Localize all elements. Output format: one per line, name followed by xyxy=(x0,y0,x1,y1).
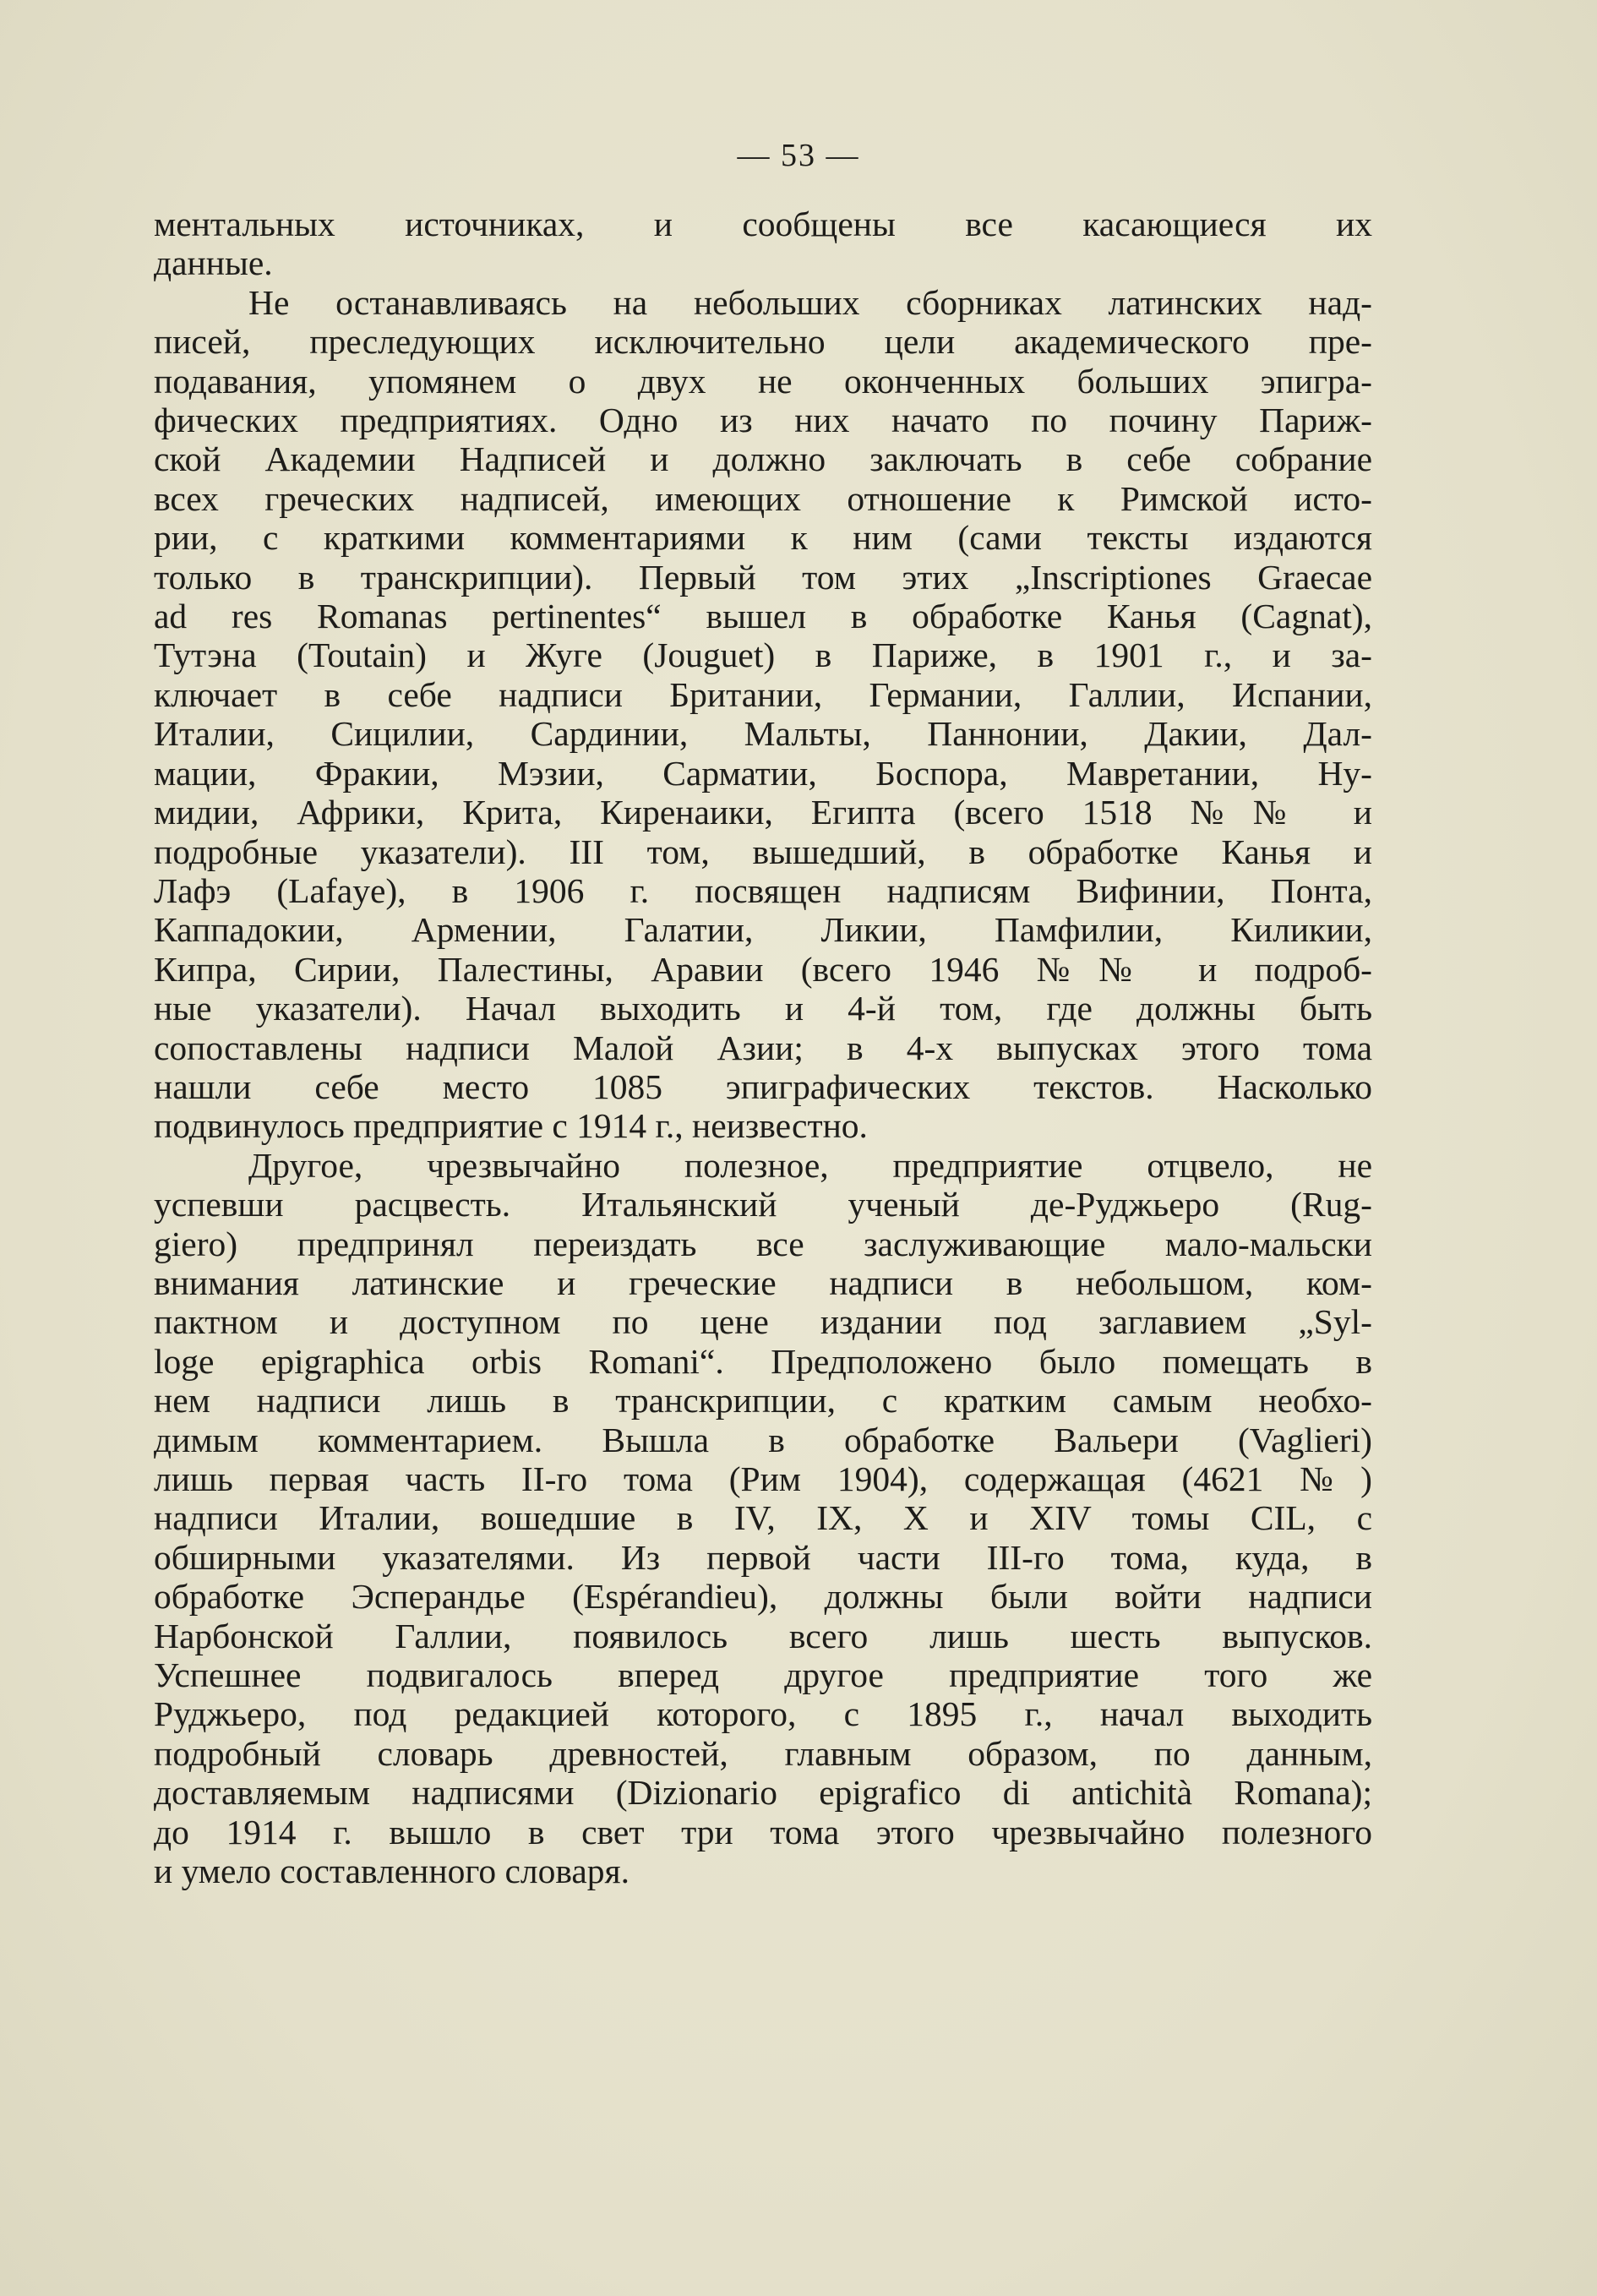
text-line: ные указатели). Начал выходить и 4-й том, где должны быть xyxy=(154,989,1372,1028)
text-line: Лафэ (Lafaye), в 1906 г. посвящен надписям Вифинии, Понта, xyxy=(154,870,1372,910)
text-line: Кипра, Сирии, Палестины, Аравии (всего 1946 №№ и подроб- xyxy=(154,949,1372,989)
text-line: Тутэна (Toutain) и Жуге (Jouguet) в Париже, в 1901 г., и за- xyxy=(154,635,1372,675)
text-line: и умело составленного словаря. xyxy=(154,1852,630,1891)
text-line: нем надписи лишь в транскрипции, с кратким самым необхо- xyxy=(154,1381,1372,1421)
text-line: подвинулось предприятие с 1914 г., неизвестно. xyxy=(154,1106,868,1146)
text-line: ской Академии Надписей и должно заключать в себе собрание xyxy=(154,439,1372,479)
text-line: фических предприятиях. Одно из них начато по почину Париж- xyxy=(154,401,1372,440)
text-line: внимания латинские и греческие надписи в небольшом, ком- xyxy=(154,1263,1372,1302)
text-line: пактном и доступном по цене издании под заглавием „Syl- xyxy=(154,1302,1372,1342)
text-line: успевши расцвесть. Итальянский ученый де-Руджьеро (Rug- xyxy=(154,1185,1372,1224)
text-line: giero) предпринял переиздать все заслуживающие мало-мальски xyxy=(154,1224,1372,1263)
text-line: подавания, упомянем о двух не оконченных больших эпигра- xyxy=(154,361,1372,401)
text-line: Каппадокии, Армении, Галатии, Ликии, Памфилии, Киликии, xyxy=(154,910,1372,950)
text-line: Другое, чрезвычайно полезное, предприятие отцвело, не xyxy=(248,1145,1372,1185)
text-line: Не останавливаясь на небольших сборниках латинских над- xyxy=(248,282,1372,322)
paragraph xyxy=(154,283,1372,1146)
text-line: надписи Италии, вошедшие в IV, IX, X и XIV томы CIL, с xyxy=(154,1498,1372,1538)
text-line: Италии, Сицилии, Сардинии, Мальты, Паннонии, Дакии, Дал- xyxy=(154,714,1372,754)
body-text xyxy=(154,205,1372,1890)
text-line: ad res Romanas pertinentes“ вышел в обработке Канья (Cagnat), xyxy=(154,597,1372,636)
text-line: подробные указатели). III том, вышедший, в обработке Канья и xyxy=(154,832,1372,871)
text-line: Нарбонской Галлии, появилось всего лишь шесть выпусков. xyxy=(154,1616,1372,1655)
text-line: димым комментарием. Вышла в обработке Вальери (Vaglieri) xyxy=(154,1420,1372,1459)
text-line: подробный словарь древностей, главным образом, по данным, xyxy=(154,1733,1372,1773)
text-line: мидии, Африки, Крита, Киренаики, Египта (всего 1518 №№ и xyxy=(154,793,1372,832)
paragraph xyxy=(154,205,1372,283)
paragraph xyxy=(154,1146,1372,1891)
text-line: лишь первая часть II-го тома (Рим 1904), содержащая (4621 №) xyxy=(154,1459,1372,1498)
page-number: — 53 — xyxy=(737,138,860,173)
text-line: loge epigraphica orbis Romani“. Предположено было помещать в xyxy=(154,1341,1372,1381)
text-line: сопоставлены надписи Малой Азии; в 4-х выпусках этого тома xyxy=(154,1028,1372,1067)
text-line: Руджьеро, под редакцией которого, с 1895 г., начал выходить xyxy=(154,1694,1372,1734)
text-line: рии, с краткими комментариями к ним (сами тексты издаются xyxy=(154,518,1372,558)
text-line: писей, преследующих исключительно цели академического пре- xyxy=(154,322,1372,362)
text-line: данные. xyxy=(154,243,273,283)
text-line: доставляемым надписями (Dizionario epigrafico di antichità Romana); xyxy=(154,1773,1372,1813)
text-line: обработке Эсперандье (Espérandieu), должны были войти надписи xyxy=(154,1577,1372,1617)
text-line: нашли себе место 1085 эпиграфических текстов. Насколько xyxy=(154,1066,1372,1106)
text-line: до 1914 г. вышло в свет три тома этого чрезвычайно полезного xyxy=(154,1812,1372,1852)
text-line: мации, Фракии, Мэзии, Сарматии, Боспора, Мавретании, Ну- xyxy=(154,753,1372,793)
text-line: ключает в себе надписи Британии, Германии, Галлии, Испании, xyxy=(154,674,1372,714)
text-line: ментальных источниках, и сообщены все касающиеся их xyxy=(154,205,1372,243)
text-line: только в транскрипции). Первый том этих „Inscriptiones Graecae xyxy=(154,557,1372,597)
text-line: Успешнее подвигалось вперед другое предприятие того же xyxy=(154,1655,1372,1695)
text-line: обширными указателями. Из первой части III-го тома, куда, в xyxy=(154,1537,1372,1577)
text-line: всех греческих надписей, имеющих отношение к Римской исто- xyxy=(154,478,1372,518)
